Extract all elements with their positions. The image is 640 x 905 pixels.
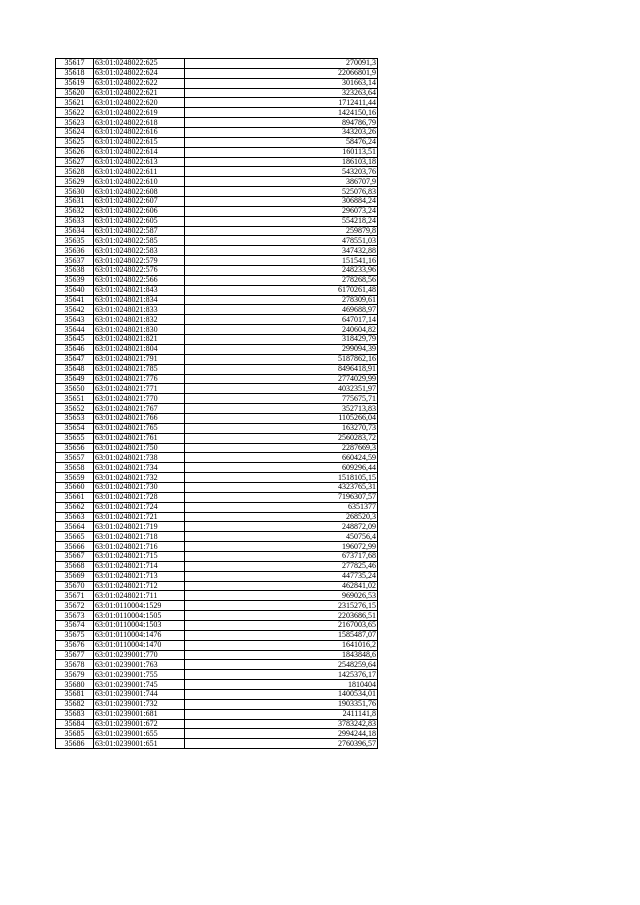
cadastral-number-cell: 63:01:0248022:616 [94, 128, 185, 138]
table-row [56, 88, 378, 98]
value-cell: 352713,83 [185, 404, 378, 414]
row-number-cell: 35630 [56, 187, 94, 197]
table-row [56, 542, 378, 552]
row-number-cell: 35629 [56, 177, 94, 187]
row-number-cell: 35659 [56, 473, 94, 483]
value-cell: 240604,82 [185, 325, 378, 335]
row-number-cell: 35627 [56, 157, 94, 167]
cadastral-number-cell: 63:01:0248021:776 [94, 374, 185, 384]
row-number-cell: 35680 [56, 680, 94, 690]
cadastral-number-cell: 63:01:0248021:713 [94, 571, 185, 581]
cadastral-number-cell: 63:01:0239001:770 [94, 650, 185, 660]
cadastral-number-cell: 63:01:0248022:611 [94, 167, 185, 177]
value-cell: 301663,14 [185, 78, 378, 88]
table-row [56, 680, 378, 690]
value-cell: 1518105,15 [185, 473, 378, 483]
row-number-cell: 35639 [56, 275, 94, 285]
table-row [56, 670, 378, 680]
table-row [56, 561, 378, 571]
cadastral-number-cell: 63:01:0110004:1503 [94, 620, 185, 630]
table-row [56, 581, 378, 591]
value-cell: 186103,18 [185, 157, 378, 167]
cadastral-number-cell: 63:01:0248021:834 [94, 295, 185, 305]
table-row [56, 492, 378, 502]
row-number-cell: 35684 [56, 719, 94, 729]
table-row [56, 364, 378, 374]
table-row [56, 640, 378, 650]
cadastral-number-cell: 63:01:0239001:655 [94, 729, 185, 739]
cadastral-number-cell: 63:01:0110004:1529 [94, 601, 185, 611]
cadastral-number-cell: 63:01:0239001:672 [94, 719, 185, 729]
value-cell: 151541,16 [185, 256, 378, 266]
table-row [56, 611, 378, 621]
row-number-cell: 35686 [56, 739, 94, 749]
cadastral-number-cell: 63:01:0248021:712 [94, 581, 185, 591]
cadastral-number-cell: 63:01:0248022:614 [94, 147, 185, 157]
table-row [56, 729, 378, 739]
row-number-cell: 35640 [56, 285, 94, 295]
value-cell: 1843848,6 [185, 650, 378, 660]
table-row [56, 532, 378, 542]
table-row [56, 187, 378, 197]
row-number-cell: 35664 [56, 522, 94, 532]
table-row [56, 108, 378, 118]
cadastral-number-cell: 63:01:0248022:576 [94, 266, 185, 276]
value-cell: 543203,76 [185, 167, 378, 177]
table-row [56, 620, 378, 630]
row-number-cell: 35669 [56, 571, 94, 581]
cadastral-number-cell: 63:01:0248021:804 [94, 344, 185, 354]
value-cell: 1712411,44 [185, 98, 378, 108]
cadastral-number-cell: 63:01:0248021:711 [94, 591, 185, 601]
cadastral-number-cell: 63:01:0248022:620 [94, 98, 185, 108]
row-number-cell: 35617 [56, 59, 94, 69]
cadastral-number-cell: 63:01:0248021:738 [94, 453, 185, 463]
cadastral-number-cell: 63:01:0248021:714 [94, 561, 185, 571]
cadastral-number-cell: 63:01:0248022:618 [94, 118, 185, 128]
cadastral-number-cell: 63:01:0248022:622 [94, 78, 185, 88]
row-number-cell: 35618 [56, 68, 94, 78]
row-number-cell: 35671 [56, 591, 94, 601]
row-number-cell: 35658 [56, 463, 94, 473]
table-row [56, 315, 378, 325]
row-number-cell: 35656 [56, 443, 94, 453]
value-cell: 1425376,17 [185, 670, 378, 680]
value-cell: 2167003,65 [185, 620, 378, 630]
cadastral-number-cell: 63:01:0248021:718 [94, 532, 185, 542]
cadastral-number-cell: 63:01:0248021:728 [94, 492, 185, 502]
row-number-cell: 35625 [56, 137, 94, 147]
value-cell: 647017,14 [185, 315, 378, 325]
cadastral-number-cell: 63:01:0248021:766 [94, 413, 185, 423]
cadastral-number-cell: 63:01:0239001:763 [94, 660, 185, 670]
cadastral-number-cell: 63:01:0248022:566 [94, 275, 185, 285]
table-row [56, 285, 378, 295]
table-row [56, 256, 378, 266]
table-row [56, 709, 378, 719]
table-row [56, 423, 378, 433]
row-number-cell: 35620 [56, 88, 94, 98]
table-row [56, 630, 378, 640]
table-row [56, 266, 378, 276]
row-number-cell: 35637 [56, 256, 94, 266]
row-number-cell: 35621 [56, 98, 94, 108]
table-row [56, 275, 378, 285]
table-row [56, 502, 378, 512]
table-row [56, 137, 378, 147]
value-cell: 462841,02 [185, 581, 378, 591]
value-cell: 323263,64 [185, 88, 378, 98]
value-cell: 7196307,57 [185, 492, 378, 502]
row-number-cell: 35662 [56, 502, 94, 512]
row-number-cell: 35648 [56, 364, 94, 374]
value-cell: 469688,97 [185, 305, 378, 315]
value-cell: 2760396,57 [185, 739, 378, 749]
table-row [56, 591, 378, 601]
row-number-cell: 35623 [56, 118, 94, 128]
row-number-cell: 35666 [56, 542, 94, 552]
row-number-cell: 35654 [56, 423, 94, 433]
row-number-cell: 35649 [56, 374, 94, 384]
table-row [56, 305, 378, 315]
value-cell: 259879,8 [185, 226, 378, 236]
row-number-cell: 35665 [56, 532, 94, 542]
cadastral-number-cell: 63:01:0248021:716 [94, 542, 185, 552]
cadastral-number-cell: 63:01:0248022:613 [94, 157, 185, 167]
row-number-cell: 35626 [56, 147, 94, 157]
value-cell: 3783242,83 [185, 719, 378, 729]
cadastral-number-cell: 63:01:0248022:624 [94, 68, 185, 78]
row-number-cell: 35674 [56, 620, 94, 630]
table-row [56, 699, 378, 709]
table-row [56, 384, 378, 394]
value-cell: 775675,71 [185, 394, 378, 404]
table-row [56, 68, 378, 78]
row-number-cell: 35619 [56, 78, 94, 88]
row-number-cell: 35676 [56, 640, 94, 650]
table-row [56, 325, 378, 335]
table-row [56, 216, 378, 226]
table-row [56, 98, 378, 108]
cadastral-number-cell: 63:01:0239001:744 [94, 690, 185, 700]
row-number-cell: 35642 [56, 305, 94, 315]
value-cell: 554218,24 [185, 216, 378, 226]
table-row [56, 236, 378, 246]
cadastral-number-cell: 63:01:0248021:832 [94, 315, 185, 325]
table-row [56, 443, 378, 453]
value-cell: 8496418,91 [185, 364, 378, 374]
row-number-cell: 35681 [56, 690, 94, 700]
row-number-cell: 35668 [56, 561, 94, 571]
value-cell: 196072,99 [185, 542, 378, 552]
cadastral-number-cell: 63:01:0248022:585 [94, 236, 185, 246]
cadastral-number-cell: 63:01:0248022:579 [94, 256, 185, 266]
cadastral-number-cell: 63:01:0248022:610 [94, 177, 185, 187]
row-number-cell: 35643 [56, 315, 94, 325]
row-number-cell: 35641 [56, 295, 94, 305]
value-cell: 277825,46 [185, 561, 378, 571]
value-cell: 6351377 [185, 502, 378, 512]
table-body [56, 59, 378, 749]
value-cell: 2203686,51 [185, 611, 378, 621]
cadastral-number-cell: 63:01:0248021:843 [94, 285, 185, 295]
cadastral-number-cell: 63:01:0248021:730 [94, 482, 185, 492]
value-cell: 660424,59 [185, 453, 378, 463]
value-cell: 4032351,97 [185, 384, 378, 394]
cadastral-number-cell: 63:01:0239001:681 [94, 709, 185, 719]
table-row [56, 551, 378, 561]
cadastral-number-cell: 63:01:0239001:755 [94, 670, 185, 680]
value-cell: 163270,73 [185, 423, 378, 433]
table-row [56, 571, 378, 581]
cadastral-number-cell: 63:01:0248021:765 [94, 423, 185, 433]
table-row [56, 197, 378, 207]
value-cell: 673717,68 [185, 551, 378, 561]
table-row [56, 128, 378, 138]
row-number-cell: 35644 [56, 325, 94, 335]
table-row [56, 157, 378, 167]
row-number-cell: 35646 [56, 344, 94, 354]
cadastral-number-cell: 63:01:0248021:785 [94, 364, 185, 374]
row-number-cell: 35653 [56, 413, 94, 423]
row-number-cell: 35622 [56, 108, 94, 118]
table-row [56, 690, 378, 700]
table-row [56, 177, 378, 187]
value-cell: 306884,24 [185, 197, 378, 207]
cadastral-number-cell: 63:01:0248021:770 [94, 394, 185, 404]
value-cell: 609296,44 [185, 463, 378, 473]
value-cell: 478551,03 [185, 236, 378, 246]
value-cell: 343203,26 [185, 128, 378, 138]
row-number-cell: 35661 [56, 492, 94, 502]
value-cell: 299094,39 [185, 344, 378, 354]
value-cell: 894786,79 [185, 118, 378, 128]
value-cell: 4323765,31 [185, 482, 378, 492]
value-cell: 160113,51 [185, 147, 378, 157]
value-cell: 22066801,9 [185, 68, 378, 78]
cadastral-number-cell: 63:01:0248021:750 [94, 443, 185, 453]
value-cell: 386707,9 [185, 177, 378, 187]
cadastral-number-cell: 63:01:0248021:833 [94, 305, 185, 315]
table-row [56, 719, 378, 729]
row-number-cell: 35679 [56, 670, 94, 680]
value-cell: 248233,96 [185, 266, 378, 276]
value-cell: 447735,24 [185, 571, 378, 581]
row-number-cell: 35645 [56, 335, 94, 345]
value-cell: 2315276,15 [185, 601, 378, 611]
cadastral-number-cell: 63:01:0248022:615 [94, 137, 185, 147]
row-number-cell: 35685 [56, 729, 94, 739]
table-row [56, 344, 378, 354]
cadastral-number-cell: 63:01:0248021:771 [94, 384, 185, 394]
value-cell: 1810404 [185, 680, 378, 690]
value-cell: 1903351,76 [185, 699, 378, 709]
value-cell: 969026,53 [185, 591, 378, 601]
value-cell: 278268,56 [185, 275, 378, 285]
row-number-cell: 35651 [56, 394, 94, 404]
value-cell: 1105266,04 [185, 413, 378, 423]
value-cell: 2774029,99 [185, 374, 378, 384]
row-number-cell: 35650 [56, 384, 94, 394]
table-row [56, 473, 378, 483]
value-cell: 1641016,2 [185, 640, 378, 650]
row-number-cell: 35657 [56, 453, 94, 463]
table-row [56, 118, 378, 128]
table-row [56, 463, 378, 473]
table-row [56, 453, 378, 463]
cadastral-number-cell: 63:01:0248021:767 [94, 404, 185, 414]
table-row [56, 295, 378, 305]
cadastral-number-cell: 63:01:0248022:608 [94, 187, 185, 197]
table-row [56, 413, 378, 423]
cadastral-number-cell: 63:01:0248021:721 [94, 512, 185, 522]
cadastral-number-cell: 63:01:0239001:651 [94, 739, 185, 749]
table-row [56, 354, 378, 364]
row-number-cell: 35663 [56, 512, 94, 522]
cadastral-number-cell: 63:01:0110004:1505 [94, 611, 185, 621]
row-number-cell: 35634 [56, 226, 94, 236]
value-cell: 1585487,07 [185, 630, 378, 640]
row-number-cell: 35631 [56, 197, 94, 207]
cadastral-number-cell: 63:01:0110004:1470 [94, 640, 185, 650]
value-cell: 5187862,16 [185, 354, 378, 364]
row-number-cell: 35647 [56, 354, 94, 364]
row-number-cell: 35633 [56, 216, 94, 226]
row-number-cell: 35672 [56, 601, 94, 611]
table-row [56, 512, 378, 522]
cadastral-number-cell: 63:01:0248021:724 [94, 502, 185, 512]
table-row [56, 147, 378, 157]
row-number-cell: 35675 [56, 630, 94, 640]
row-number-cell: 35638 [56, 266, 94, 276]
cadastral-number-cell: 63:01:0248022:607 [94, 197, 185, 207]
value-cell: 1424150,16 [185, 108, 378, 118]
value-cell: 278309,61 [185, 295, 378, 305]
row-number-cell: 35667 [56, 551, 94, 561]
row-number-cell: 35628 [56, 167, 94, 177]
table-row [56, 739, 378, 749]
cadastral-number-cell: 63:01:0248022:625 [94, 59, 185, 69]
table-row [56, 246, 378, 256]
value-cell: 2994244,18 [185, 729, 378, 739]
cadastral-number-cell: 63:01:0248022:606 [94, 206, 185, 216]
table-row [56, 404, 378, 414]
table-row [56, 59, 378, 69]
cadastral-number-cell: 63:01:0248021:719 [94, 522, 185, 532]
table-row [56, 206, 378, 216]
value-cell: 318429,79 [185, 335, 378, 345]
cadastral-number-cell: 63:01:0248022:605 [94, 216, 185, 226]
value-cell: 6170261,48 [185, 285, 378, 295]
value-cell: 525076,83 [185, 187, 378, 197]
table-row [56, 433, 378, 443]
table-row [56, 482, 378, 492]
value-cell: 296073,24 [185, 206, 378, 216]
row-number-cell: 35682 [56, 699, 94, 709]
row-number-cell: 35635 [56, 236, 94, 246]
value-cell: 2411141,8 [185, 709, 378, 719]
row-number-cell: 35673 [56, 611, 94, 621]
table-row [56, 394, 378, 404]
value-cell: 2287669,3 [185, 443, 378, 453]
cadastral-number-cell: 63:01:0239001:732 [94, 699, 185, 709]
row-number-cell: 35670 [56, 581, 94, 591]
value-cell: 270091,3 [185, 59, 378, 69]
value-cell: 2560283,72 [185, 433, 378, 443]
cadastral-number-cell: 63:01:0248021:791 [94, 354, 185, 364]
cadastral-number-cell: 63:01:0248022:619 [94, 108, 185, 118]
cadastral-number-cell: 63:01:0239001:745 [94, 680, 185, 690]
cadastral-number-cell: 63:01:0248022:587 [94, 226, 185, 236]
value-cell: 268520,3 [185, 512, 378, 522]
row-number-cell: 35655 [56, 433, 94, 443]
table-row [56, 522, 378, 532]
data-table [55, 58, 378, 749]
row-number-cell: 35660 [56, 482, 94, 492]
cadastral-number-cell: 63:01:0248021:821 [94, 335, 185, 345]
value-cell: 347432,88 [185, 246, 378, 256]
row-number-cell: 35624 [56, 128, 94, 138]
row-number-cell: 35678 [56, 660, 94, 670]
value-cell: 2548259,64 [185, 660, 378, 670]
value-cell: 450756,4 [185, 532, 378, 542]
cadastral-number-cell: 63:01:0248021:734 [94, 463, 185, 473]
row-number-cell: 35677 [56, 650, 94, 660]
table-row [56, 226, 378, 236]
cadastral-number-cell: 63:01:0248021:732 [94, 473, 185, 483]
table-row [56, 650, 378, 660]
table-row [56, 660, 378, 670]
table-row [56, 167, 378, 177]
row-number-cell: 35636 [56, 246, 94, 256]
cadastral-number-cell: 63:01:0110004:1476 [94, 630, 185, 640]
table-row [56, 78, 378, 88]
table-row [56, 374, 378, 384]
row-number-cell: 35683 [56, 709, 94, 719]
value-cell: 1400534,01 [185, 690, 378, 700]
cadastral-number-cell: 63:01:0248021:830 [94, 325, 185, 335]
value-cell: 58476,24 [185, 137, 378, 147]
value-cell: 248872,09 [185, 522, 378, 532]
row-number-cell: 35632 [56, 206, 94, 216]
cadastral-number-cell: 63:01:0248022:583 [94, 246, 185, 256]
cadastral-number-cell: 63:01:0248021:761 [94, 433, 185, 443]
table-row [56, 601, 378, 611]
cadastral-number-cell: 63:01:0248021:715 [94, 551, 185, 561]
row-number-cell: 35652 [56, 404, 94, 414]
table-row [56, 335, 378, 345]
cadastral-number-cell: 63:01:0248022:621 [94, 88, 185, 98]
